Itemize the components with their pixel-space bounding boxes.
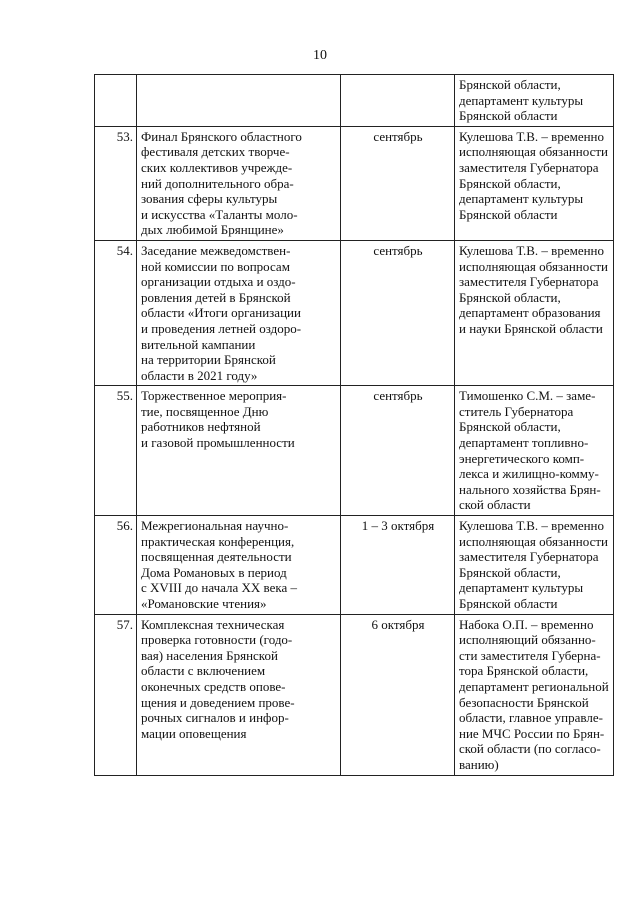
event-text-line: вая) населения Брянской (141, 647, 278, 663)
event-text-line: вительной кампании (141, 336, 256, 352)
responsible-text-line: ской области (по согласо- (459, 741, 601, 757)
row-number: 57. (95, 614, 137, 775)
row-number: 53. (95, 126, 137, 240)
responsible-text-line: исполняющая обязанности (459, 533, 608, 549)
date-cell: сентябрь (341, 240, 455, 385)
event-text-line: работников нефтяной (141, 419, 261, 435)
event-cell (137, 126, 341, 240)
responsible-text-line: Брянской области, (459, 564, 561, 580)
event-text-line: ских коллективов учрежде- (141, 159, 293, 175)
row-number: 55. (95, 386, 137, 516)
responsible-text-line: Брянской области, (459, 175, 561, 191)
event-text-line: проверка готовности (годо- (141, 632, 293, 648)
date-cell: сентябрь (341, 126, 455, 240)
date-cell (341, 75, 455, 127)
event-text-line: и газовой промышленности (141, 435, 295, 451)
responsible-text-line: лекса и жилищно-комму- (459, 466, 599, 482)
responsible-text-line: исполняющий обязанно- (459, 632, 596, 648)
responsible-text-line: Брянской области (459, 596, 558, 611)
responsible-text-line: департамент образования (459, 305, 601, 321)
responsible-text-line: Брянской области, (459, 419, 561, 435)
responsible-text-line: ститель Губернатора (459, 403, 574, 419)
responsible-text-line: исполняющая обязанности (459, 144, 608, 160)
event-text-line: и искусства «Таланты моло- (141, 206, 298, 222)
responsible-cell (455, 516, 614, 615)
event-text-line: посвященная деятельности (141, 549, 292, 565)
event-text-line: ровления детей в Брянской (141, 289, 291, 305)
date-cell: сентябрь (341, 386, 455, 516)
responsible-text-line: департамент культуры (459, 191, 584, 207)
responsible-text-line: департамент культуры (459, 580, 584, 596)
event-cell (137, 516, 341, 615)
responsible-text-line: безопасности Брянской (459, 694, 589, 710)
event-text-line: тие, посвященное Дню (141, 403, 269, 419)
event-cell (137, 386, 341, 516)
table-row (95, 386, 614, 516)
responsible-text-line: департамент региональной (459, 678, 609, 694)
responsible-text-line: Набока О.П. – временно (459, 616, 594, 632)
responsible-cell (455, 614, 614, 775)
date-cell: 6 октября (341, 614, 455, 775)
event-text-line: Комплексная техническая (141, 616, 285, 632)
event-text-line: зования сферы культуры (141, 191, 278, 207)
responsible-text-line: нального хозяйства Брян- (459, 481, 601, 497)
table-row (95, 240, 614, 385)
event-text-line: и проведения летней оздоро- (141, 320, 302, 336)
responsible-text-line: Брянской области, (459, 289, 561, 305)
events-table (94, 74, 614, 776)
responsible-text-line: Кулешова Т.В. – временно (459, 128, 605, 144)
event-text-line: на территории Брянской (141, 352, 276, 368)
event-text-line: области с включением (141, 663, 266, 679)
event-text-line: организации отдыха и оздо- (141, 274, 296, 290)
event-text-line: Торжественное мероприя- (141, 388, 287, 404)
event-text-line: дых любимой Брянщине» (141, 222, 284, 238)
event-text-line: Финал Брянского областного (141, 128, 302, 144)
event-text-line: «Романовские чтения» (141, 596, 267, 611)
event-text-line: оконечных средств опове- (141, 678, 286, 694)
responsible-cell (455, 240, 614, 385)
responsible-text-line: ние МЧС России по Брян- (459, 725, 605, 741)
page-number: 10 (313, 48, 327, 63)
responsible-text-line: Брянской области (459, 206, 558, 222)
event-cell (137, 614, 341, 775)
responsible-text-line: заместителя Губернатора (459, 549, 599, 565)
table-row (95, 126, 614, 240)
event-text-line: ний дополнительного обра- (141, 175, 294, 191)
row-number: 54. (95, 240, 137, 385)
event-cell (137, 240, 341, 385)
row-number: 56. (95, 516, 137, 615)
responsible-text-line: заместителя Губернатора (459, 159, 599, 175)
event-text-line: практическая конференция, (141, 533, 295, 549)
row-number (95, 75, 137, 127)
events-table-body (95, 75, 614, 776)
responsible-text-line: сти заместителя Губерна- (459, 647, 601, 663)
responsible-text-line: ванию) (459, 756, 499, 772)
responsible-text-line: департамент культуры (459, 92, 584, 108)
table-row (95, 516, 614, 615)
responsible-text-line: департамент топливно- (459, 435, 589, 451)
event-text-line: Дома Романовых в период (141, 564, 287, 580)
responsible-text-line: энергетического комп- (459, 450, 585, 466)
event-text-line: Межрегиональная научно- (141, 518, 289, 534)
responsible-text-line: ской области (459, 497, 531, 513)
event-text-line: области в 2021 году» (141, 367, 258, 383)
event-text-line: щения и доведением прове- (141, 694, 295, 710)
responsible-text-line: области, главное управле- (459, 710, 603, 726)
responsible-cell (455, 126, 614, 240)
responsible-text-line: Кулешова Т.В. – временно (459, 242, 605, 258)
event-cell (137, 75, 341, 127)
table-row (95, 614, 614, 775)
event-text-line: ной комиссии по вопросам (141, 258, 290, 274)
event-text-line: фестиваля детских творче- (141, 144, 290, 160)
responsible-text-line: Брянской области, (459, 77, 561, 92)
event-text-line: рочных сигналов и инфор- (141, 710, 289, 726)
responsible-text-line: тора Брянской области, (459, 663, 589, 679)
event-text-line: Заседание межведомствен- (141, 242, 291, 258)
event-text-line: с XVIII до начала XX века – (141, 580, 298, 596)
responsible-text-line: Кулешова Т.В. – временно (459, 518, 605, 534)
responsible-text-line: Брянской области (459, 108, 558, 124)
event-text-line: мации оповещения (141, 725, 247, 741)
table-row (95, 75, 614, 127)
date-cell: 1 – 3 октября (341, 516, 455, 615)
responsible-text-line: исполняющая обязанности (459, 258, 608, 274)
responsible-cell (455, 386, 614, 516)
event-text-line: области «Итоги организации (141, 305, 301, 321)
responsible-text-line: Тимошенко С.М. – заме- (459, 388, 596, 404)
responsible-text-line: заместителя Губернатора (459, 274, 599, 290)
responsible-cell (455, 75, 614, 127)
responsible-text-line: и науки Брянской области (459, 320, 603, 336)
